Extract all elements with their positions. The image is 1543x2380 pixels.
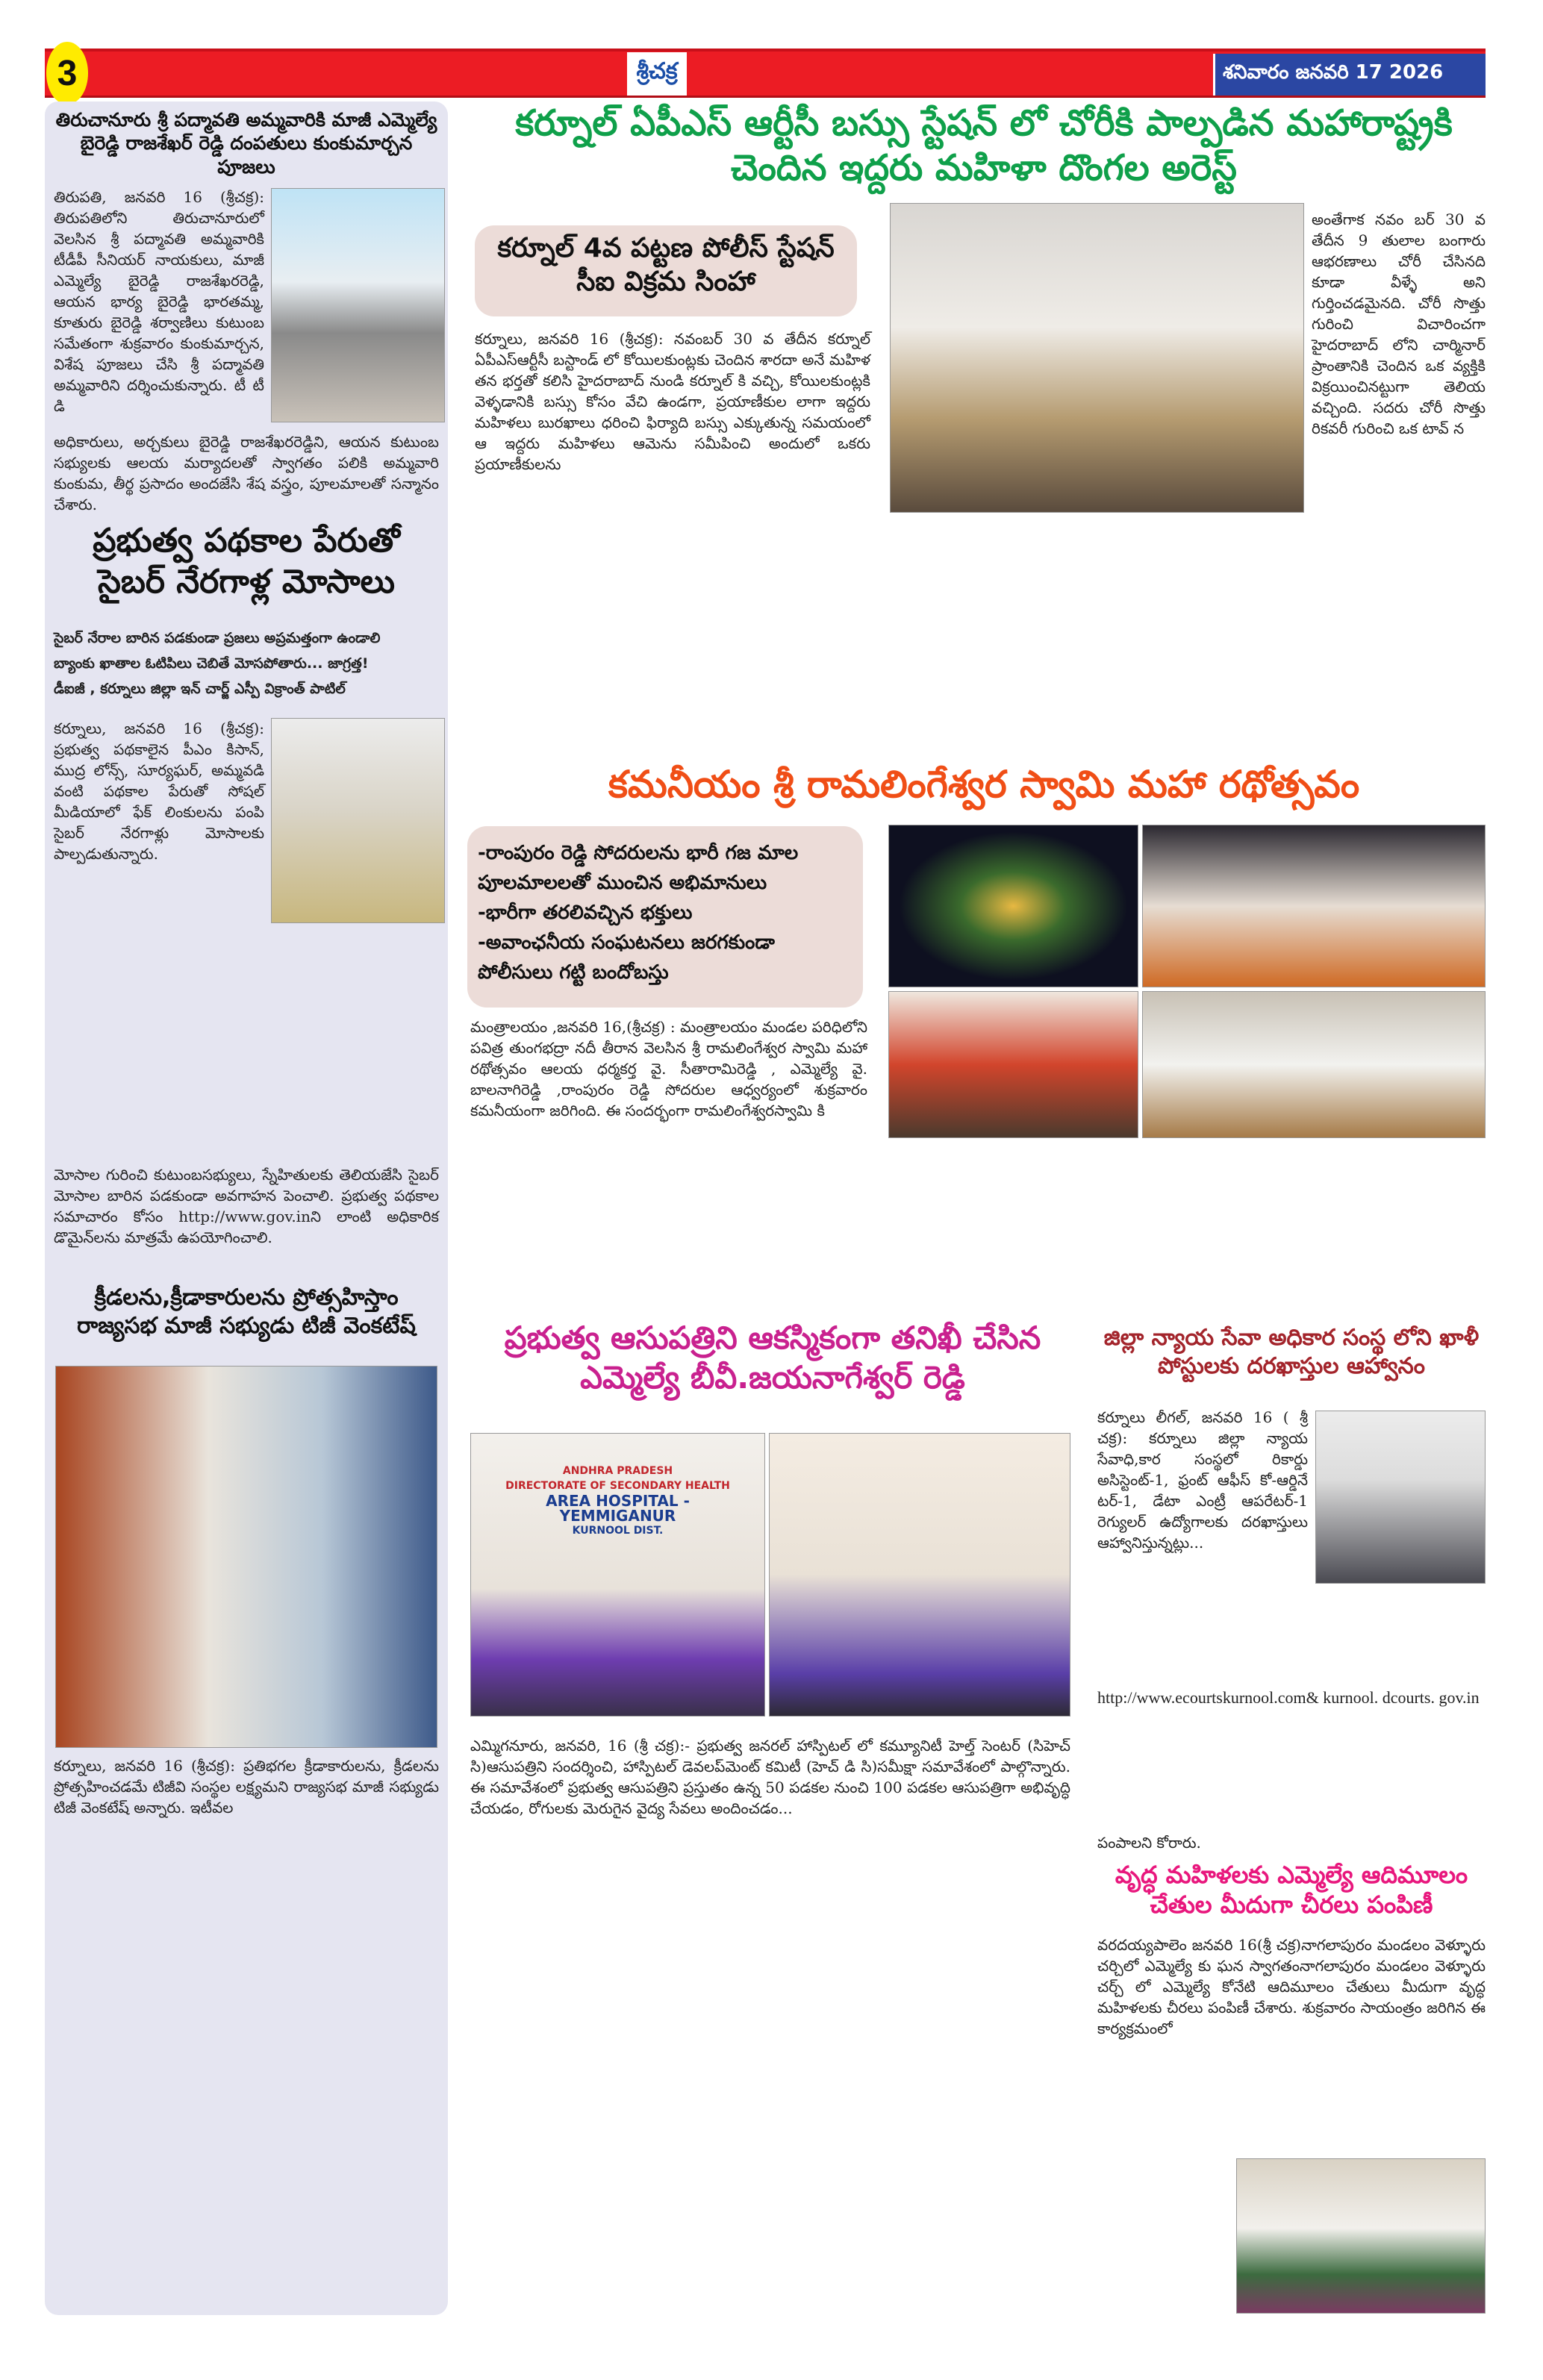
article-body: కర్నూలు లీగల్, జనవరి 16 ( శ్రీ చక్ర): కర్నూలు జిల్లా న్యాయ సేవాధి,కార సంస్థలో రికార్డు అసిస్టెంట్-1, ఫ్రంట్ ఆఫీస్ కో-ఆర్డినే టర్-1, డేటా ఎంట్రీ ఆపరేటర్-1 రెగ్యులర్ ఉద్యోగాలకు దరఖాస్తులు ఆహ్వానిస్తున్నట్లు... — [1097, 1408, 1308, 1552]
banner-line: DIRECTORATE OF SECONDARY HEALTH — [505, 1480, 730, 1492]
sports-felicitation-photo — [55, 1366, 437, 1748]
article-body: ఎమ్మిగనూరు, జనవరి, 16 (శ్రీ చక్ర):- ప్రభుత్వ జనరల్ హాస్పిటల్ లో కమ్యూనిటీ హెల్త్ సెంటర్ (సిహెచ్ సి)ఆసుపత్రిని సందర్శించి, హాస్పిటల్ డెవలప్‌మెంట్ కమిటీ (హెచ్ డి సి)సమీక్షా సమావేశంలో పాల్గొన్నారు. ఈ సమావేశంలో ప్రభుత్వ ఆసుపత్రిని ప్రస్తుతం ఉన్న 50 పడకల నుంచి 100 పడకల ఆసుపత్రిగా అభివృద్ధి చేయడం, రోగులకు మెరుగైన వైద్య సేవలు అందించడం... — [470, 1737, 1070, 1817]
hospital-review-photo — [769, 1433, 1070, 1717]
website-link[interactable]: http://www.ecourtskurnool.com& kurnool. dcourts. gov.in — [1097, 1688, 1480, 1707]
lead-boxed-title: కర్నూల్ 4వ పట్టణ పోలీస్ స్టేషన్ సీఐ విక్రమ సింహా — [475, 225, 857, 316]
subheading: బ్యాంకు ఖాతాల ఓటిపిలు చెబితే మోసపోతారు... జాగ్రత్త! — [54, 655, 369, 672]
headline-cyber-fraud: ప్రభుత్వ పథకాల పేరుతో సైబర్ నేరగాళ్ల మోసాలు — [93, 522, 400, 601]
issue-date: శనివారం జనవరి 17 2026 — [1213, 54, 1486, 96]
headline-sports: క్రీడలను,క్రీడాకారులను ప్రోత్సహిస్తాం రాజ్యసభ మాజీ సభ్యుడు టిజీ వెంకటేష్ — [77, 1284, 416, 1339]
temple-photo — [271, 188, 445, 422]
hospital-meeting-photo — [470, 1433, 765, 1717]
article-body: అధికారులు, అర్చకులు బైరెడ్డి రాజశేఖరరెడ్డిని, ఆయన కుటుంబ సభ్యులకు ఆలయ మర్యాదలతో స్వాగతం పలికి అమ్మవారి కుంకుమ, తీర్థ ప్రసాదం అందజేసి శేష వస్త్రం, పూలమాలతో సన్మానం చేశారు. — [54, 433, 439, 513]
subheading: సైబర్ నేరాల బారిన పడకుండా ప్రజలు అప్రమత్తంగా ఉండాలి — [54, 630, 381, 646]
highlight-item: -భారీగా తరలివచ్చిన భక్తులు — [478, 902, 693, 924]
subheading: డీఐజీ , కర్నూలు జిల్లా ఇన్ చార్జ్ ఎస్పీ విక్రాంత్ పాటిల్ — [54, 681, 346, 697]
article-body: వరదయ్యపాలెం జనవరి 16(శ్రీ చక్ర)నాగలాపురం మండలం వెళ్ళూరు చర్చిలో ఎమ్మెల్యే కు ఘన స్వాగతంనాగలాపురం మండలం వెళ్ళూరు చర్చ్ లో ఎమ్మెల్యే కోనేటి ఆదిమూలం చేతులు మీదుగా వృద్ధ మహిళలకు చీరలు పంపిణీ చేశారు. శుక్రవారం సాయంత్రం జరిగిన ఈ కార్యక్రమంలో — [1097, 1936, 1486, 2037]
subheadings — [54, 625, 439, 702]
hospital-banner — [493, 1464, 742, 1538]
highlight-item: -అవాంఛనీయ సంఘటనలు జరగకుండా పోలీసులు గట్టి బందోబస్తు — [478, 931, 775, 984]
lead-headline: కర్నూల్ ఏపీఎస్ ఆర్టీసీ బస్సు స్టేషన్ లో చోరీకి పాల్పడిన మహారాష్ట్రకి చెందిన ఇద్దరు మహిళా దొంగల అరెస్ట్ — [515, 102, 1453, 189]
banner-line: KURNOOL DIST. — [572, 1525, 664, 1537]
legal-headline: జిల్లా న్యాయ సేవా అధికార సంస్థ లోని ఖాళీ పోస్టులకు దరఖాస్తుల ఆహ్వానం — [1103, 1325, 1480, 1379]
banner-line: AREA HOSPITAL - YEMMIGANUR — [546, 1492, 690, 1525]
article-body: మోసాల గురించి కుటుంబసభ్యులు, స్నేహితులకు తెలియజేసి సైబర్ మోసాల బారిన పడకుండా అవగాహన పెంచాలి. ప్రభుత్వ పథకాల సమాచారం కోసం http://www.gov.inని లాంటి అధికారిక డొమైన్‌లను మాత్రమే ఉపయోగించాలి. — [54, 1166, 439, 1246]
highlight-item: -రాంపురం రెడ్డి సోదరులను భారీ గజ మాల పూలమాలలతో ముంచిన అభిమానులు — [478, 842, 799, 894]
rath-headline: కమనీయం శ్రీ రామలింగేశ్వర స్వామి మహా రథోత్సవం — [608, 763, 1360, 806]
page-number: 3 — [46, 42, 88, 104]
speaker-photo — [1315, 1411, 1486, 1584]
procession-photo — [1142, 991, 1486, 1138]
banner-line: ANDHRA PRADESH — [562, 1465, 673, 1477]
leaders-photo — [1142, 825, 1486, 987]
article-body: పంపాలని కోరారు. — [1097, 1834, 1201, 1852]
article-body: అంతేగాక నవం బర్ 30 వ తేదీన 9 తులాల బంగారు ఆభరణాలు చోరీ చేసినది కూడా వీళ్ళే అని గుర్తించడమైనది. చోరీ సొత్తు గురించి విచారించగా హైదరాబాద్ లోని చార్మినార్ ప్రాంతానికి చెందిన ఒక వ్యక్తికి విక్రయించినట్టుగా తెలియ వచ్చింది. సదరు చోరీ సొత్తు రికవరీ గురించి ఒక టావ్ న — [1312, 210, 1486, 437]
article-body: కర్నూలు, జనవరి 16 (శ్రీచక్ర): ప్రతిభగల క్రీడాకారులను, క్రీడలను ప్రోత్సహించడమే టిజీవి సంస్థల లక్ష్యమని రాజ్యసభ మాజీ సభ్యుడు టిజీ వెంకటేష్ అన్నారు. ఇటీవల — [54, 1757, 439, 1817]
article-body: మంత్రాలయం ,జనవరి 16,(శ్రీచక్ర) : మంత్రాలయం మండల పరిధిలోని పవిత్ర తుంగభద్రా నదీ తీరాన వెలసిన శ్రీ రామలింగేశ్వర స్వామి మహా రథోత్సవం ఆలయ ధర్మకర్త వై. సీతారామిరెడ్డి , ఎమ్మెల్యే వై. బాలనాగిరెడ్డి ,రాంపురం రెడ్డి సోదరుల ఆధ్వర్యంలో శుక్రవారం కమనీయంగా జరిగింది. ఈ సందర్భంగా రామలింగేశ్వరస్వామి కి — [470, 1018, 867, 1119]
garland-photo — [888, 991, 1138, 1138]
newspaper-logo: శ్రీచక్ర — [627, 52, 687, 96]
saree-distribution-photo — [1236, 2158, 1486, 2314]
saree-headline: వృద్ధ మహిళలకు ఎమ్మెల్యే ఆదిమూలం చేతుల మీదుగా చీరలు పంపిణీ — [1115, 1861, 1468, 1919]
hospital-headline: ప్రభుత్వ ఆసుపత్రిని ఆకస్మికంగా తనిఖీ చేసిన ఎమ్మెల్యే బీవీ.జయనాగేశ్వర్ రెడ్డి — [504, 1319, 1041, 1396]
article-body: కర్నూలు, జనవరి 16 (శ్రీచక్ర): ప్రభుత్వ పథకాలైన పీఎం కిసాన్, ముద్ర లోన్స్, సూర్యఘర్, అమ్మవడి వంటి పథకాల పేరుతో సోషల్ మీడియాలో ఫేక్ లింకులను పంపి సైబర్ నేరగాళ్లు మోసాలకు పాల్పడుతున్నారు. — [54, 719, 264, 863]
article-body: తిరుపతి, జనవరి 16 (శ్రీచక్ర): తిరుపతిలోని తిరుచానూరులో వెలసిన శ్రీ పద్మావతి అమ్మవారికి టీడీపీ సీనియర్ నాయకులు, మాజీ ఎమ్మెల్యే బైరెడ్డి రాజశేఖరరెడ్డి, ఆయన భార్య బైరెడ్డి భారతమ్మ, కూతురు బైరెడ్డి శర్వాణిలు కుటుంబ సమేతంగా శుక్రవారం కుంకుమార్చన, విశేష పూజలు చేసి శ్రీ పద్మావతి అమ్మవారిని దర్శించుకున్నారు. టీ టీ డి — [54, 188, 264, 415]
police-arrest-photo — [890, 203, 1304, 513]
rath-highlights — [467, 826, 863, 1008]
sp-portrait-photo — [271, 718, 445, 923]
headline-tiruchanur: తిరుచానూరు శ్రీ పద్మావతి అమ్మవారికి మాజీ ఎమ్మెల్యే బైరెడ్డి రాజశేఖర్ రెడ్డి దంపతులు కుంకుమార్చన పూజలు — [55, 109, 437, 178]
article-body: కర్నూలు, జనవరి 16 (శ్రీచక్ర): నవంబర్ 30 వ తేదీన కర్నూల్ ఏపీఎస్ఆర్టీసీ బస్టాండ్ లో కోయిలకుంట్లకు చెందిన శారదా అనే మహిళ తన భర్తతో కలిసి హైదరాబాద్ నుండి కర్నూల్ కి వచ్చి, కోయిలకుంట్లకి వెళ్ళడానికి బస్సు కోసం వేచి ఉండగా, ప్రయాణీకుల లాగా ఇద్దరు మహిళలు బురఖాలు ధరించి ఫిర్యాది బస్సు ఎక్కుతున్న సమయంలో ఆ ఇద్దరు మహిళలు ఆమెను సమీపించి అందులో ఒకరు ప్రయాణీకులను — [475, 330, 870, 473]
chariot-photo — [888, 825, 1138, 987]
